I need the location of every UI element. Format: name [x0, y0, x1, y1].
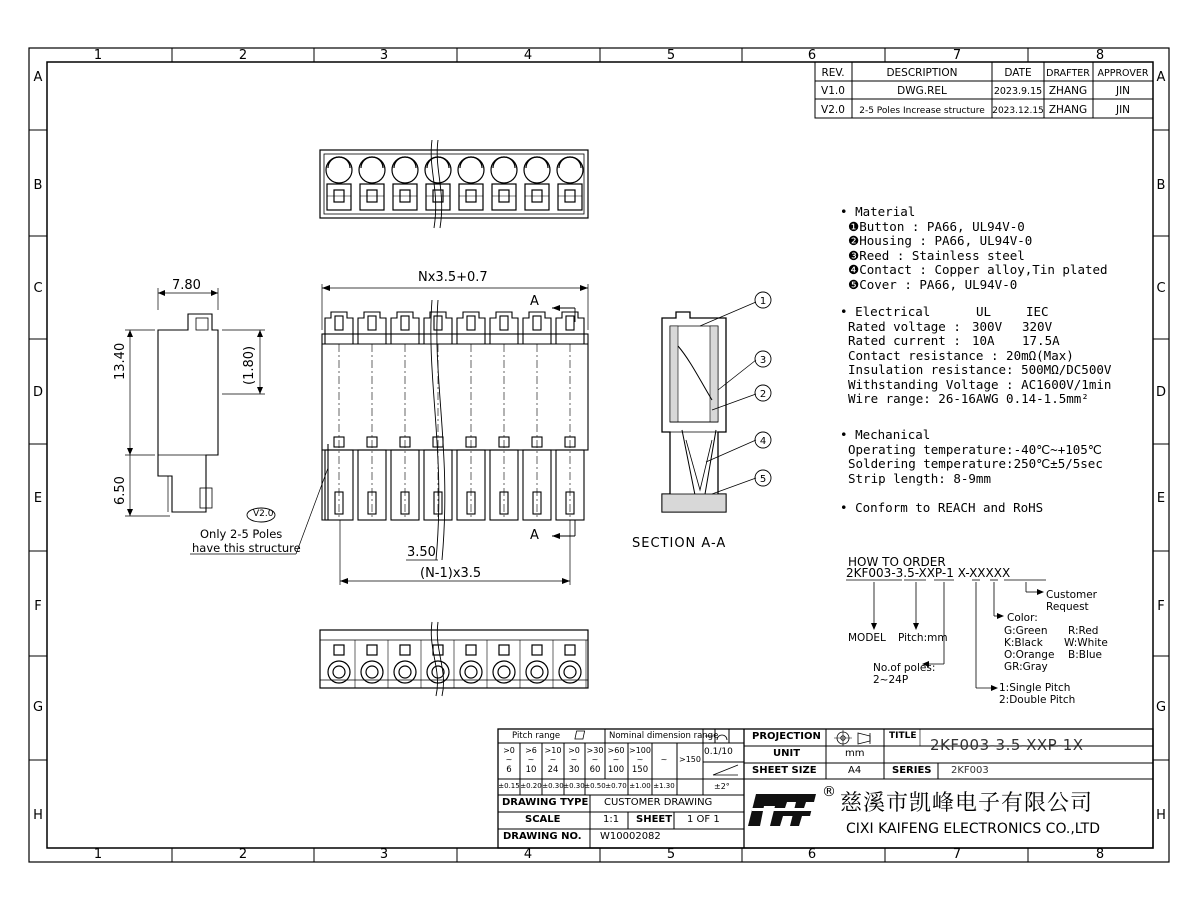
section-marker-bottom: A — [530, 528, 539, 543]
front-view-button — [424, 312, 452, 344]
top-view-cell — [327, 184, 351, 210]
company-logo — [748, 794, 818, 826]
tol-range-to: 24 — [547, 765, 559, 775]
front-view-button — [358, 312, 386, 344]
zone-row-label: F — [34, 599, 42, 614]
zone-col-label: 6 — [807, 847, 817, 862]
top-view-cell — [492, 184, 516, 210]
dim-side-width: 7.80 — [172, 278, 201, 293]
top-view-pole-arc — [394, 157, 416, 168]
tol-range-from: >60 — [607, 746, 625, 755]
rated-voltage-label: Rated voltage : — [848, 318, 961, 334]
rev-header-rev: REV. — [821, 67, 845, 79]
top-view-pole-arc — [328, 157, 350, 168]
top-view-cell — [558, 184, 582, 210]
callout-number: 1 — [759, 296, 767, 307]
tol-range-from: >0 — [503, 746, 515, 755]
insulation-resistance: Insulation resistance: 500MΩ/DC500V — [848, 362, 1112, 377]
rev-header-description: DESCRIPTION — [886, 67, 958, 79]
bottom-view-tab — [565, 645, 575, 655]
rev-cell: DWG.REL — [897, 85, 947, 97]
customer-request-2: Request — [1046, 601, 1089, 613]
tol-range-from: >6 — [525, 746, 537, 755]
zone-col-label: 8 — [1095, 48, 1105, 63]
bottom-view-tab — [334, 645, 344, 655]
rev-tag-v2: V2.0 — [253, 509, 274, 519]
bottom-view-pole-inner — [531, 666, 543, 678]
operating-temp: Operating temperature:-40℃~+105℃ — [848, 441, 1102, 457]
bottom-view-tab — [499, 645, 509, 655]
zone-row-label: A — [33, 70, 43, 85]
tol-value: ±0.70 — [605, 782, 627, 790]
rated-current-label: Rated current : — [848, 333, 961, 348]
top-view-pole-arc — [460, 157, 482, 168]
tol-range-to: 150 — [631, 765, 649, 775]
zone-row-label: B — [33, 178, 43, 193]
color-title: Color: — [1007, 612, 1038, 624]
order-code: 2KF003-3.5-XXP-1 X-XXXXX — [846, 566, 1011, 580]
rev-header-approver: APPROVER — [1097, 68, 1149, 79]
material-item: ❺Cover : PA66, UL94V-0 — [848, 276, 1018, 292]
tol-range-to: 30 — [568, 765, 580, 775]
pitch-type-1: 1:Single Pitch — [999, 682, 1071, 694]
callout-number: 4 — [759, 436, 767, 447]
zone-row-label: B — [1156, 178, 1166, 193]
tol-pitch-range: Pitch range — [512, 731, 561, 741]
strip-length: Strip length: 8-9mm — [848, 470, 991, 486]
tol-value: ±0.15 — [498, 782, 520, 790]
zone-col-label: 5 — [666, 847, 676, 862]
bottom-view-pole-inner — [333, 666, 345, 678]
tol-range-sep: ~ — [549, 755, 557, 764]
callout-number: 2 — [759, 389, 767, 400]
front-view-button — [490, 312, 518, 344]
top-view-cell — [360, 184, 384, 210]
bottom-view-tab — [532, 645, 542, 655]
drawing-type-label: DRAWING TYPE — [502, 797, 589, 808]
revision-table — [815, 62, 1153, 118]
top-view-cell — [426, 184, 450, 210]
section-title: SECTION A-A — [632, 536, 727, 551]
dim-pitch: 3.50 — [407, 545, 436, 560]
bottom-view-pole-inner — [366, 666, 378, 678]
tol-range-sep: ~ — [591, 755, 599, 764]
model-label: MODEL — [848, 632, 886, 644]
soldering-temp: Soldering temperature:250℃±5/5sec — [848, 456, 1103, 471]
poles-line1: No.of poles: — [873, 662, 936, 674]
col-iec: IEC — [1026, 304, 1049, 319]
tol-range-to: 60 — [589, 765, 601, 775]
bottom-view-tab — [466, 645, 476, 655]
pitch-label: Pitch:mm — [898, 632, 948, 644]
rev-cell: V2.0 — [821, 104, 845, 116]
front-view-button — [391, 312, 419, 344]
color-options: G:Green R:Red K:Black W:White O:Orange B:Blue GR:Gray — [1004, 625, 1108, 673]
front-view-button-slot — [434, 316, 442, 330]
tol-range-sep: ~ — [612, 755, 620, 764]
front-view-button-slot — [401, 316, 409, 330]
rev-header-date: DATE — [1004, 67, 1032, 79]
sheet-value: 1 OF 1 — [687, 814, 720, 825]
sheet-size-label: SHEET SIZE — [752, 765, 817, 776]
front-view-button — [556, 312, 584, 344]
rated-current-iec: 17.5A — [1022, 333, 1060, 348]
tol-flat: 0.1/10 — [704, 747, 733, 757]
top-view-pole-arc — [526, 157, 548, 168]
projection-label: PROJECTION — [752, 731, 821, 742]
callout-number: 5 — [759, 474, 767, 485]
scale-value: 1:1 — [603, 814, 620, 825]
tol-nominal: Nominal dimension range — [609, 731, 719, 741]
sheet-label: SHEET — [636, 814, 673, 825]
series-value: 2KF003 — [951, 765, 989, 776]
poles-line2: 2~24P — [873, 674, 909, 686]
bottom-view-pole-inner — [465, 666, 477, 678]
top-view — [320, 140, 588, 228]
side-note-line2: have this structure — [192, 541, 301, 555]
zone-row-label: G — [32, 700, 44, 715]
tol-range-from: >30 — [586, 746, 604, 755]
electrical-title: Electrical — [855, 304, 931, 319]
zone-col-label: 5 — [666, 48, 676, 63]
rev-cell: JIN — [1115, 104, 1131, 116]
zone-row-label: C — [1156, 281, 1166, 296]
zone-row-label: D — [32, 385, 44, 400]
tol-range-to: 10 — [525, 765, 537, 775]
zone-col-label: 6 — [807, 48, 817, 63]
callout-number: 3 — [759, 355, 767, 366]
tol-range-sep: ~ — [527, 755, 535, 764]
zone-col-label: 2 — [238, 48, 248, 63]
material-item: ❶Button : PA66, UL94V-0 — [848, 218, 1025, 234]
material-item: ❷Housing : PA66, UL94V-0 — [848, 233, 1033, 248]
tol-range-from: >100 — [629, 746, 651, 755]
rev-header-drafter: DRAFTER — [1046, 68, 1090, 79]
tol-range-from: >10 — [544, 746, 562, 755]
zone-row-label: A — [1156, 70, 1166, 85]
tol-value: ±0.30 — [563, 782, 585, 790]
zone-row-label: C — [33, 281, 43, 296]
series-label: SERIES — [892, 765, 932, 776]
section-marker-top: A — [530, 294, 539, 309]
material-item: ❹Contact : Copper alloy,Tin plated — [848, 262, 1108, 277]
rev-cell: ZHANG — [1048, 85, 1088, 97]
dim-span: (N-1)x3.5 — [420, 566, 482, 581]
zone-col-label: 4 — [523, 847, 533, 862]
rev-cell: ZHANG — [1048, 104, 1088, 116]
front-view-button-slot — [500, 316, 508, 330]
zone-col-label: 1 — [93, 847, 103, 862]
title-label: TITLE — [889, 731, 917, 741]
tol-value: ±0.20 — [520, 782, 542, 790]
front-view-button — [457, 312, 485, 344]
conform-note: • Conform to REACH and RoHS — [840, 500, 1044, 515]
dim-side-bottom: 6.50 — [113, 476, 128, 505]
tol-range-to: 100 — [607, 765, 625, 775]
tol-range-sep: ~ — [570, 755, 578, 764]
bottom-view-tab — [367, 645, 377, 655]
zone-row-label: H — [33, 808, 43, 823]
zone-row-label: E — [33, 491, 43, 506]
rated-current-ul: 10A — [972, 333, 995, 348]
bottom-view-pole-inner — [564, 666, 576, 678]
tol-range-to: 6 — [506, 765, 512, 775]
zone-row-label: F — [1157, 599, 1165, 614]
section-view — [662, 292, 771, 512]
electrical-notes: • Electrical UL IEC Rated voltage : 300V 320V Rated current : 10A 17.5A Contact resistance : 20mΩ(Max) Insulation resistance: 500MΩ/DC500V Withstanding Voltage : AC1600V/1min Wire range: 26-16AWG 0.14-1.5mm² — [840, 304, 1112, 406]
tol-value: ±1.30 — [653, 782, 675, 790]
tol-range-sep: ~ — [660, 755, 668, 764]
zone-row-label: E — [1156, 491, 1166, 506]
drawing-no-label: DRAWING NO. — [503, 831, 582, 842]
bottom-view-tab — [400, 645, 410, 655]
dim-side-height: 13.40 — [113, 342, 128, 380]
top-view-cell — [525, 184, 549, 210]
front-view-button-slot — [566, 316, 574, 330]
zone-col-label: 3 — [379, 847, 389, 862]
zone-col-label: 1 — [93, 48, 103, 63]
company-name-en: CIXI KAIFENG ELECTRONICS CO.,LTD — [846, 821, 1100, 837]
dim-overall-width: Nx3.5+0.7 — [418, 270, 488, 285]
front-view-button-slot — [335, 316, 343, 330]
mechanical-title: Mechanical — [855, 427, 931, 442]
bottom-view-pole-inner — [498, 666, 510, 678]
top-view-cell — [459, 184, 483, 210]
bottom-view — [320, 622, 588, 696]
material-item: ❸Reed : Stainless steel — [848, 247, 1025, 263]
sheet-size: A4 — [848, 765, 862, 776]
tol-nom-over: >150 — [679, 755, 701, 764]
zone-row-label: D — [1155, 385, 1167, 400]
front-view — [322, 284, 588, 585]
order-title: HOW TO ORDER — [848, 555, 946, 569]
contact-resistance: Contact resistance : 20mΩ(Max) — [848, 347, 1074, 363]
rev-cell: 2023.12.15 — [992, 106, 1044, 116]
side-note-line1: Only 2-5 Poles — [200, 527, 283, 541]
bottom-view-pole-inner — [399, 666, 411, 678]
front-view-button — [325, 312, 353, 344]
zone-col-label: 8 — [1095, 847, 1105, 862]
rev-cell: 2023.9.15 — [993, 86, 1043, 97]
front-view-button-slot — [467, 316, 475, 330]
pitch-type-2: 2:Double Pitch — [999, 694, 1076, 706]
col-ul: UL — [976, 304, 992, 319]
material-notes — [840, 205, 1108, 292]
customer-request-1: Customer — [1046, 589, 1098, 601]
front-view-button — [523, 312, 551, 344]
zone-col-label: 7 — [952, 847, 962, 862]
scale-label: SCALE — [525, 814, 561, 825]
top-view-pole-arc — [559, 157, 581, 168]
withstanding-voltage: Withstanding Voltage : AC1600V/1min — [848, 376, 1112, 392]
drawing-type: CUSTOMER DRAWING — [604, 797, 713, 808]
tol-value: ±1.00 — [629, 782, 651, 790]
wire-range: Wire range: 26-16AWG 0.14-1.5mm² — [848, 391, 1089, 406]
zone-col-label: 2 — [238, 847, 248, 862]
zone-row-label: G — [1155, 700, 1167, 715]
zone-col-label: 3 — [379, 48, 389, 63]
top-view-pole-arc — [493, 157, 515, 168]
top-view-cell — [393, 184, 417, 210]
zone-col-label: 7 — [952, 48, 962, 63]
drawing-no: W10002082 — [600, 831, 661, 842]
tol-range-sep: ~ — [505, 755, 513, 764]
tol-value: ±0.50 — [584, 782, 606, 790]
tol-range-sep: ~ — [636, 755, 644, 764]
company-name-cn: 慈溪市凯峰电子有限公司 — [840, 791, 1094, 816]
front-view-button-slot — [533, 316, 541, 330]
top-view-pole-arc — [361, 157, 383, 168]
unit-value: mm — [845, 748, 865, 759]
side-view — [125, 288, 328, 554]
rev-cell: JIN — [1115, 85, 1131, 97]
mechanical-notes: • Mechanical Operating temperature:-40℃~+105℃ Soldering temperature:250℃±5/5sec Strip length: 8-9mm — [840, 427, 1103, 486]
drawing-title: 2KF003-3.5-XXP-1X — [930, 736, 1084, 754]
zone-col-label: 4 — [523, 48, 533, 63]
dim-side-sub: (1.80) — [242, 345, 257, 385]
rated-voltage-iec: 320V — [1022, 318, 1053, 334]
front-view-button-slot — [368, 316, 376, 330]
zone-row-label: H — [1156, 808, 1166, 823]
rev-cell: 2-5 Poles Increase structure — [859, 106, 985, 116]
tol-value: ±0.30 — [542, 782, 564, 790]
tol-range-from: >0 — [568, 746, 580, 755]
rated-voltage-ul: 300V — [972, 318, 1003, 334]
material-title: • Material — [840, 204, 916, 219]
unit-label: UNIT — [773, 748, 801, 759]
registered-mark: ® — [822, 784, 836, 800]
tol-angle: ±2° — [714, 782, 730, 791]
rev-cell: V1.0 — [821, 85, 845, 97]
